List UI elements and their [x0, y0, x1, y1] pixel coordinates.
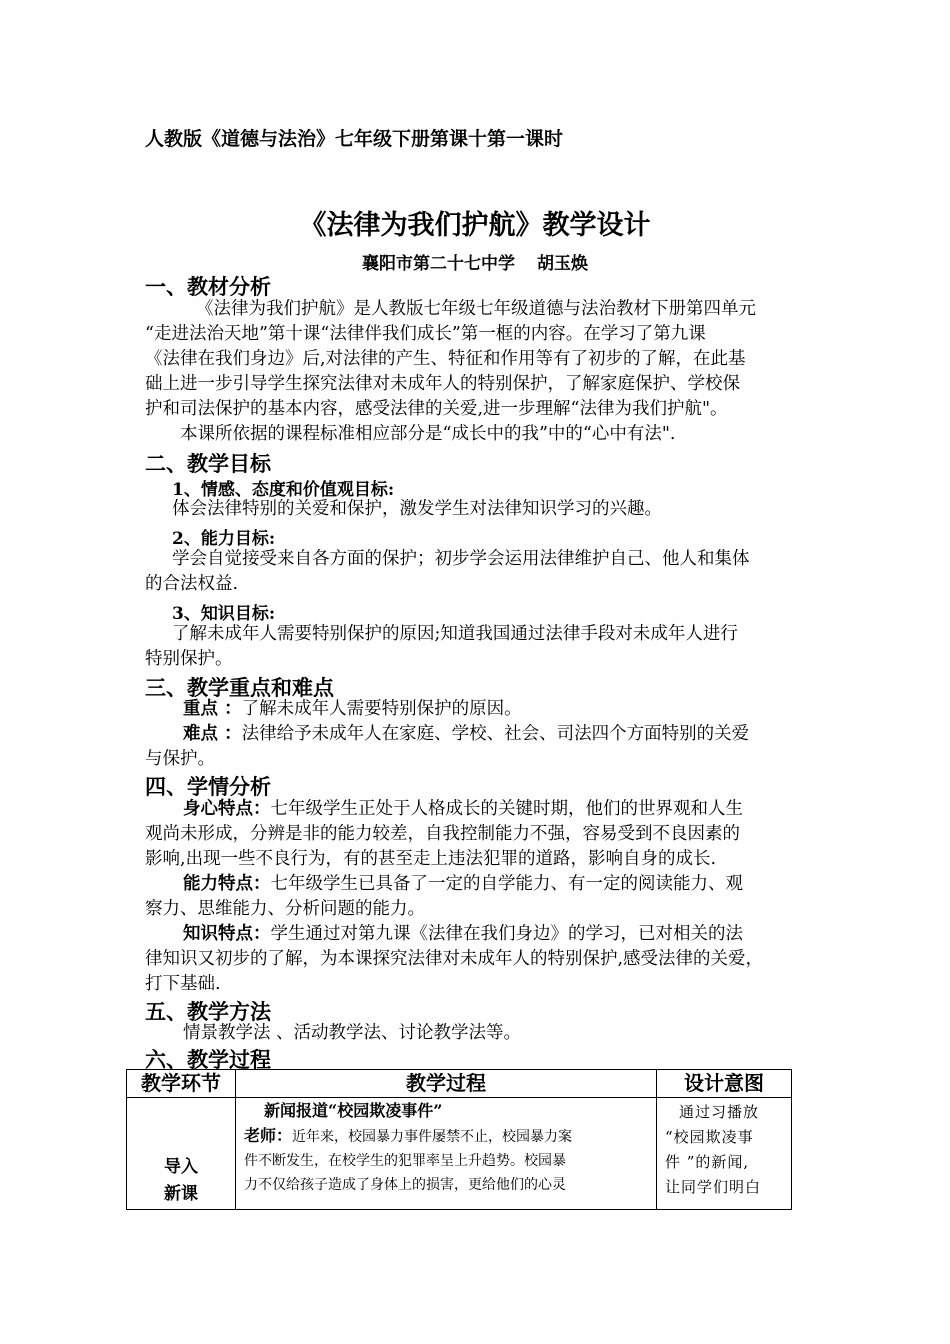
- difficult-point-label: 难点 ：: [183, 724, 242, 744]
- goal-2-label: 2、能力目标:: [172, 529, 276, 549]
- s1-line-6: 本课所依据的课程标准相应部分是“成长中的我”中的“心中有法".: [180, 424, 676, 444]
- key-point-label: 重点 ：: [183, 699, 242, 719]
- process-line-2: 件不断发生，在校学生的犯罪率呈上升趋势。校园暴: [244, 1153, 566, 1169]
- author-school: 襄阳市第二十七中学: [362, 254, 515, 274]
- goal-3-label: 3、知识目标:: [172, 604, 276, 624]
- p3-line-2: 律知识又初步的了解，为本课探究法律对未成年人的特别保护,感受法律的关爱，: [145, 949, 764, 969]
- author-line: [0, 249, 950, 274]
- goal-2-line-2: 的合法权益.: [145, 574, 239, 594]
- process-line-1: [236, 1124, 656, 1149]
- p2-line-2: 察力、思维能力、分析问题的能力。: [145, 899, 425, 919]
- section-5-heading: 五、教学方法: [145, 999, 271, 1024]
- goal-1-label: 1、情感、态度和价值观目标:: [172, 480, 395, 500]
- goal-1-line-1: 体会法律特别的关爱和保护，激发学生对法律知识学习的兴趣。: [172, 499, 662, 519]
- intent-line-1: 通过习播放: [679, 1103, 760, 1121]
- p2-first-text: 七年级学生已具备了一定的自学能力、有一定的阅读能力、观: [270, 874, 743, 894]
- process-first-text: 近年来，校园暴力事件屡禁不止，校园暴力案: [292, 1129, 573, 1145]
- difficult-point: [183, 722, 749, 747]
- section-2-heading: 二、教学目标: [145, 451, 271, 476]
- s1-line-5: 护和司法保护的基本内容，感受法律的关爱,进一步理解“法律为我们护航"。: [145, 399, 728, 419]
- p1-first-text: 七年级学生正处于人格成长的关键时期，他们的世界观和人生: [270, 799, 743, 819]
- intent-line-3: 件 ”的新闻,: [665, 1153, 750, 1171]
- header-process: 教学过程: [236, 1070, 657, 1098]
- section-3-heading: 三、教学重点和难点: [145, 675, 334, 700]
- process-line-3: 力不仅给孩子造成了身体上的损害，更给他们的心灵: [244, 1177, 566, 1193]
- stage-line-2: 新课: [164, 1184, 198, 1204]
- header-stage: 教学环节: [127, 1070, 236, 1098]
- intent-cell: [657, 1098, 792, 1210]
- section-1-heading: 一、教材分析: [145, 274, 271, 299]
- difficult-point-line-2: 与保护。: [145, 749, 215, 769]
- stage-line-1: 导入: [164, 1157, 198, 1177]
- p1-line-3: 影响,出现一些不良行为，有的甚至走上违法犯罪的道路，影响自身的成长.: [145, 849, 717, 869]
- p2-label: 能力特点：: [183, 874, 271, 894]
- teacher-label: 老师：: [244, 1126, 293, 1145]
- p1-line-1: [183, 797, 743, 822]
- section-6-heading: 六、教学过程: [145, 1047, 271, 1072]
- s1-line-2: “走进法治天地”第十课“法律伴我们成长”第一框的内容。在学习了第九课: [145, 324, 706, 344]
- table-header-row: [127, 1070, 792, 1098]
- stage-cell: [127, 1098, 236, 1210]
- p3-line-1: [183, 922, 743, 947]
- s1-line-1: 《法律为我们护航》是人教版七年级七年级道德与法治教材下册第四单元: [196, 299, 756, 319]
- section-4-heading: 四、学情分析: [145, 774, 271, 799]
- intent-line-2: “校园欺凌事: [665, 1128, 754, 1146]
- intent-line-4: 让同学们明白: [665, 1178, 762, 1196]
- teaching-process-table: [126, 1069, 792, 1210]
- methods-text: 情景教学法 、活动教学法、讨论教学法等。: [183, 1023, 522, 1043]
- goal-2-line-1: 学会自觉接受来自各方面的保护；初步学会运用法律维护自己、他人和集体: [172, 549, 750, 569]
- author-name: 胡玉焕: [537, 254, 588, 274]
- process-title: 新闻报道“校园欺凌事件”: [264, 1101, 443, 1120]
- table-row: [127, 1098, 792, 1210]
- key-point-text: 了解未成年人需要特别保护的原因。: [241, 699, 522, 719]
- p1-line-2: 观尚未形成，分辨是非的能力较差，自我控制能力不强，容易受到不良因素的: [145, 824, 740, 844]
- p2-line-1: [183, 872, 743, 897]
- p3-line-3: 打下基础.: [145, 974, 221, 994]
- goal-3-line-2: 特别保护。: [145, 649, 233, 669]
- key-point: [183, 697, 522, 722]
- s1-line-3: 《法律在我们身边》后,对法律的产生、特征和作用等有了初步的了解，在此基: [145, 349, 746, 369]
- p1-label: 身心特点：: [183, 799, 271, 819]
- s1-line-4: 础上进一步引导学生探究法律对未成年人的特别保护，了解家庭保护、学校保: [145, 374, 740, 394]
- p3-label: 知识特点：: [183, 924, 271, 944]
- difficult-point-text: 法律给予未成年人在家庭、学校、社会、司法四个方面特别的关爱: [241, 724, 750, 744]
- page-title: 《法律为我们护航》教学设计: [299, 210, 651, 241]
- p3-first-text: 学生通过对第九课《法律在我们身边》的学习，已对相关的法: [270, 924, 743, 944]
- header-intent: 设计意图: [657, 1070, 792, 1098]
- goal-3-line-1: 了解未成年人需要特别保护的原因;知道我国通过法律手段对未成年人进行: [172, 624, 738, 644]
- document-header: 人教版《道德与法治》七年级下册第课十第一课时: [145, 128, 564, 150]
- process-cell: [236, 1098, 657, 1210]
